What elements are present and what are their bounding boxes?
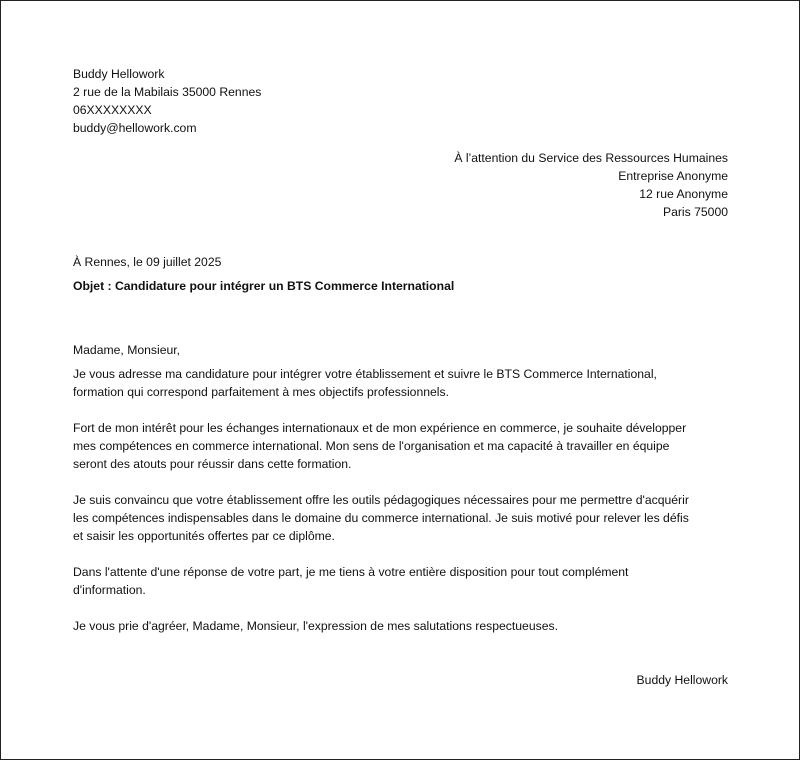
subject-line: Objet : Candidature pour intégrer un BTS Commerce International: [73, 279, 455, 293]
sender-email: buddy@hellowork.com: [73, 121, 197, 135]
recipient-street: 12 rue Anonyme: [639, 187, 728, 201]
sender-address: 2 rue de la Mabilais 35000 Rennes: [73, 85, 262, 99]
paragraph-line: seront des atouts pour réussir dans cette formation.: [73, 457, 352, 471]
sender-block: [73, 65, 728, 137]
paragraph-line: les compétences indispensables dans le domaine du commerce international. Je suis motivé pour relever les défis: [73, 511, 689, 525]
date-line: À Rennes, le 09 juillet 2025: [73, 255, 222, 269]
signature: Buddy Hellowork: [636, 673, 728, 687]
recipient-block: [73, 149, 728, 221]
paragraph-line: mes compétences en commerce international. Mon sens de l'organisation et ma capacité à travailler en équipe: [73, 439, 670, 453]
paragraph-availability: [73, 563, 728, 599]
paragraph-intro: [73, 365, 728, 401]
salutation: Madame, Monsieur,: [73, 343, 181, 357]
paragraph-line: Je vous adresse ma candidature pour intégrer votre établissement et suivre le BTS Commerce International,: [73, 367, 657, 381]
recipient-company: Entreprise Anonyme: [618, 169, 728, 183]
paragraph-line: Dans l'attente d'une réponse de votre part, je me tiens à votre entière disposition pour tout complément: [73, 565, 629, 579]
sender-phone: 06XXXXXXXX: [73, 103, 152, 117]
paragraph-motivation: [73, 419, 728, 473]
recipient-attention: À l’attention du Service des Ressources Humaines: [454, 151, 728, 165]
sender-name: Buddy Hellowork: [73, 67, 165, 81]
letter-content: [73, 65, 728, 689]
paragraph-line: Fort de mon intérêt pour les échanges internationaux et de mon expérience en commerce, je souhaite développer: [73, 421, 687, 435]
paragraph-conviction: [73, 491, 728, 545]
paragraph-line: d'information.: [73, 583, 146, 597]
paragraph-line: Je vous prie d'agréer, Madame, Monsieur, l'expression de mes salutations respectueuses.: [73, 619, 558, 633]
paragraph-line: et saisir les opportunités offertes par ce diplôme.: [73, 529, 335, 543]
paragraph-line: formation qui correspond parfaitement à mes objectifs professionnels.: [73, 385, 449, 399]
recipient-city: Paris 75000: [662, 205, 728, 219]
paragraph-closing: [73, 617, 728, 635]
letter-body: [73, 365, 728, 635]
paragraph-line: Je suis convaincu que votre établissement offre les outils pédagogiques nécessaires pour me permettre d'acquérir: [73, 493, 689, 507]
